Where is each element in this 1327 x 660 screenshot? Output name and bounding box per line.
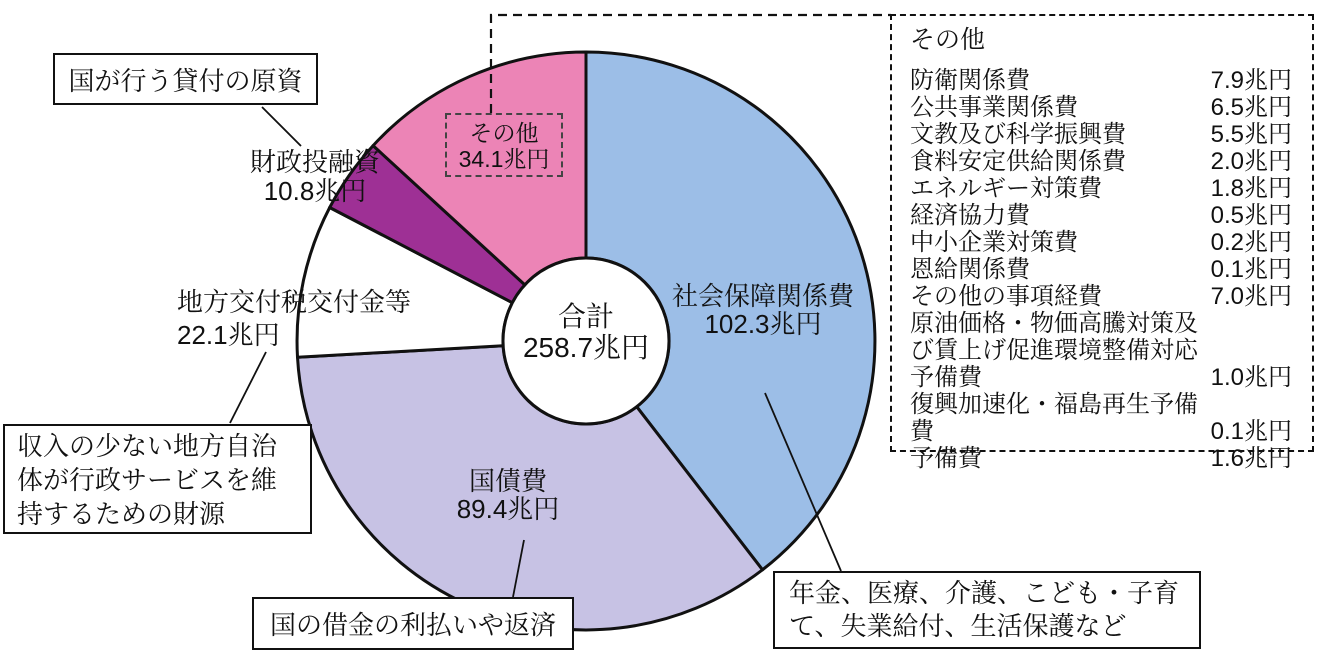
legend-item xyxy=(910,391,1292,445)
callout-debt-repayment xyxy=(252,597,574,650)
legend-item xyxy=(910,310,1292,391)
callout-text: 収入の少ない地方自治体が行政サービスを維持するための財源 xyxy=(17,431,278,529)
leader-line-local xyxy=(230,352,266,423)
legend-item xyxy=(910,148,1292,175)
legend-items xyxy=(910,67,1292,472)
legend-item-label: 中小企業対策費 xyxy=(910,229,1078,256)
legend-item-label: 予備費 xyxy=(910,445,982,472)
legend-item-value: 5.5兆円 xyxy=(1210,121,1292,148)
legend-item-label: 恩給関係費 xyxy=(910,256,1030,283)
legend-item-label: 食料安定供給関係費 xyxy=(910,148,1126,175)
legend-item-value: 6.5兆円 xyxy=(1210,94,1292,121)
leader-line-loan xyxy=(262,107,301,146)
slice-value: 89.4兆円 xyxy=(456,494,560,524)
slice-name: その他 xyxy=(469,120,539,146)
legend-item-label: 公共事業関係費 xyxy=(910,94,1078,121)
callout-text: 国が行う貸付の原資 xyxy=(68,65,303,96)
legend-item-label: 復興加速化・福島再生予備費 xyxy=(910,391,1198,445)
slice-name: 財政投融資 xyxy=(249,147,380,177)
legend-item-value: 0.1兆円 xyxy=(1210,256,1292,283)
legend-item-label: 原油価格・物価高騰対策及び賃上げ促進環境整備対応予備費 xyxy=(910,310,1198,391)
others-breakdown-legend xyxy=(890,14,1314,472)
legend-item xyxy=(910,121,1292,148)
slice-name: 地方交付税交付金等 xyxy=(177,287,412,317)
legend-item-label: エネルギー対策費 xyxy=(910,175,1102,202)
slice-value: 10.8兆円 xyxy=(263,176,367,206)
legend-item-value: 1.8兆円 xyxy=(1210,175,1292,202)
legend-item-label: その他の事項経費 xyxy=(910,283,1102,310)
legend-item-value: 0.2兆円 xyxy=(1210,229,1292,256)
legend-item-value: 7.0兆円 xyxy=(1210,283,1292,310)
slice-label-social-security xyxy=(648,282,878,338)
slice-name: 国債費 xyxy=(468,466,547,496)
legend-item-label: 防衛関係費 xyxy=(910,67,1030,94)
legend-item xyxy=(910,445,1292,472)
slice-label-national-debt xyxy=(408,467,608,523)
legend-item xyxy=(910,175,1292,202)
slice-label-filp xyxy=(245,148,385,206)
legend-item-label: 文教及び科学振興費 xyxy=(910,121,1126,148)
callout-local-government-funding xyxy=(3,424,312,534)
legend-header: その他 xyxy=(910,26,986,54)
legend-item-value: 7.9兆円 xyxy=(1210,67,1292,94)
callout-text: 国の借金の利払いや返済 xyxy=(269,610,556,640)
callout-text: 年金、医療、介護、こども・子育て、失業給付、生活保護など xyxy=(789,578,1180,641)
legend-item-label: 経済協力費 xyxy=(910,202,1030,229)
slice-name: 社会保障関係費 xyxy=(671,281,854,311)
total-value: 258.7兆円 xyxy=(522,332,650,363)
slice-value: 102.3兆円 xyxy=(704,309,822,339)
legend-item xyxy=(910,283,1292,310)
callout-loan-source xyxy=(53,53,318,105)
total-label: 合計 xyxy=(557,301,614,332)
slice-label-local-allocation-tax xyxy=(177,286,447,352)
legend-item xyxy=(910,229,1292,256)
legend-item-value: 1.6兆円 xyxy=(1210,445,1292,472)
legend-item-value: 0.1兆円 xyxy=(1210,418,1292,445)
legend-item-value: 0.5兆円 xyxy=(1210,202,1292,229)
legend-item-value: 2.0兆円 xyxy=(1210,148,1292,175)
slice-value: 34.1兆円 xyxy=(458,146,550,172)
legend-item xyxy=(910,94,1292,121)
slice-label-others-dashed-box xyxy=(445,113,563,177)
callout-social-security-detail xyxy=(773,571,1201,649)
legend-item xyxy=(910,256,1292,283)
slice-value: 22.1兆円 xyxy=(177,320,280,350)
legend-item xyxy=(910,202,1292,229)
legend-item xyxy=(910,67,1292,94)
legend-item-value: 1.0兆円 xyxy=(1210,364,1292,391)
